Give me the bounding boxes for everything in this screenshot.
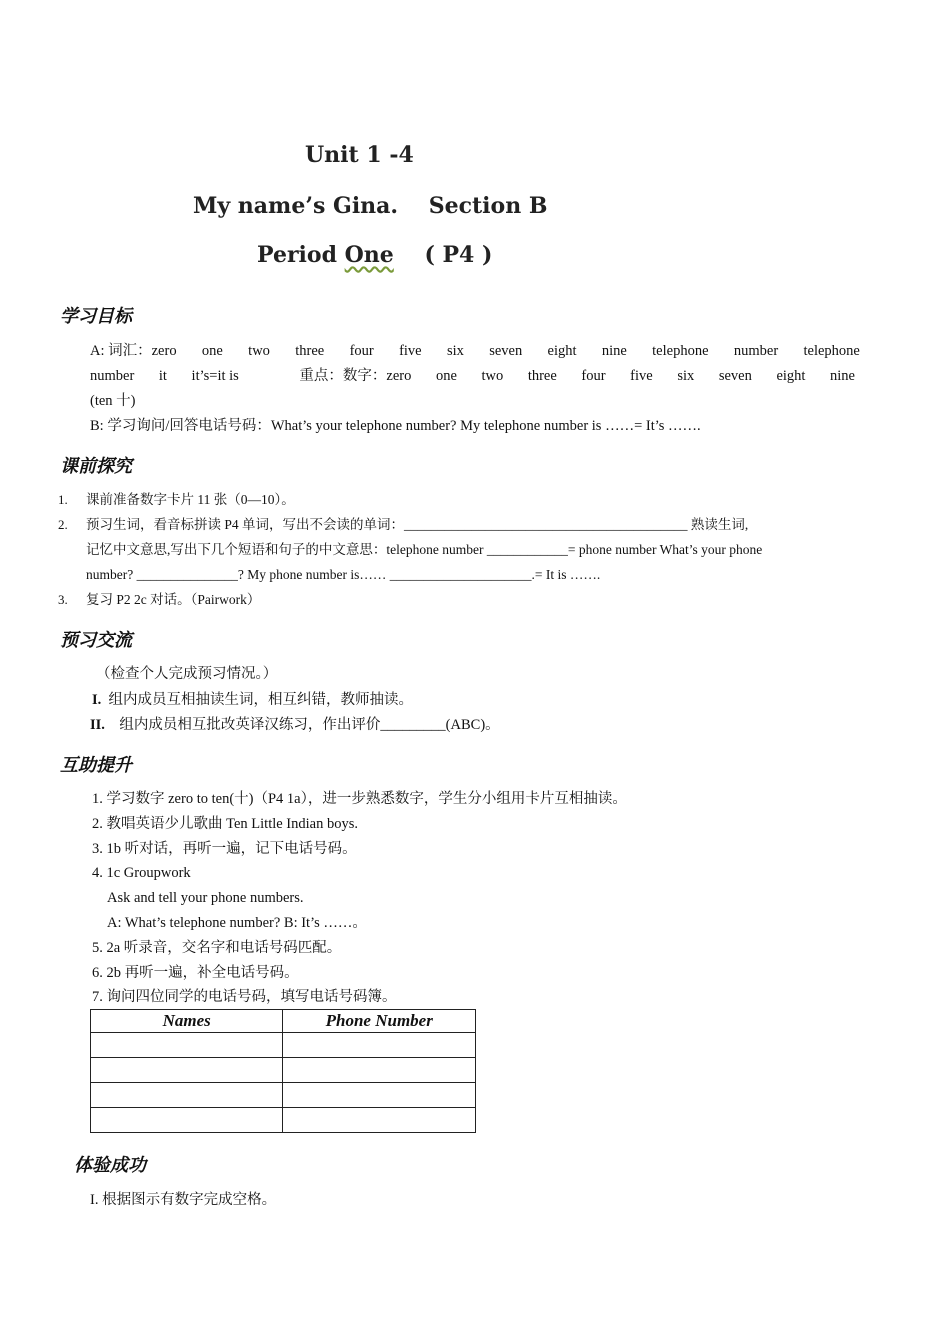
- improve-item: 4. 1c Groupwork: [92, 865, 191, 881]
- explore-item-2-line-1: 预习生词，看音标拼读 P4 单词，写出不会读的单词：__________________________________________ 熟读生词,: [86, 517, 749, 532]
- vocab-word: four: [581, 368, 606, 384]
- section-name: Section B: [428, 193, 548, 219]
- vocab-row-2: [90, 366, 855, 386]
- exchange-item-2-text: 组内成员相互批改英译汉练习，作出评价_________(ABC)。: [119, 717, 500, 733]
- list-number: 1.: [58, 492, 68, 507]
- vocab-row-1: [90, 341, 860, 361]
- goal-b: B: 学习询问/回答电话号码：What’s your telephone number? My telephone number is ……= It’s …….: [90, 418, 701, 434]
- improve-heading: 互助提升: [60, 755, 132, 776]
- roman-numeral: II.: [90, 717, 105, 733]
- phone-cell[interactable]: [283, 1108, 476, 1133]
- period-page: ( P4 ): [424, 242, 493, 268]
- period-title: [257, 242, 492, 268]
- explore-item-2-line-3: number? _______________? My phone number is…… _____________________.= It is …….: [86, 567, 601, 582]
- improve-item: 3. 1b 听对话，再听一遍，记下电话号码。: [92, 841, 357, 857]
- table-row: [91, 1108, 476, 1133]
- list-number: 2.: [58, 517, 68, 532]
- vocab-word: it’s=it is: [191, 368, 239, 384]
- phone-book-table: [90, 1009, 476, 1133]
- header-names: Names: [91, 1010, 283, 1033]
- vocab-word: one: [201, 343, 223, 359]
- success-item-1: I. 根据图示有数字完成空格。: [90, 1192, 277, 1208]
- period-number: One: [344, 242, 394, 268]
- exchange-check: （检查个人完成预习情况。）: [96, 666, 278, 682]
- improve-item: 6. 2b 再听一遍，补全电话号码。: [92, 965, 299, 981]
- vocab-word: telephone: [803, 343, 860, 359]
- improve-item: 5. 2a 听录音，交名字和电话号码匹配。: [92, 940, 342, 956]
- name-cell[interactable]: [91, 1033, 283, 1058]
- explore-item-1: 课前准备数字卡片 11 张（0—10）。: [86, 492, 295, 507]
- lesson-name: My name’s Gina.: [193, 193, 399, 219]
- header-phone-number: Phone Number: [283, 1010, 476, 1033]
- explore-item-3: 复习 P2 2c 对话。（Pairwork）: [86, 592, 261, 607]
- improve-item: 2. 教唱英语少儿歌曲 Ten Little Indian boys.: [92, 816, 358, 832]
- vocab-word: nine: [830, 368, 855, 384]
- table-header-row: [91, 1010, 476, 1033]
- period-word: Period: [257, 242, 337, 268]
- vocab-word: four: [349, 343, 374, 359]
- vocab-word: seven: [718, 368, 752, 384]
- explore-heading: 课前探究: [60, 456, 132, 477]
- vocab-word: five: [630, 368, 653, 384]
- explore-item-2-line-2: 记忆中文意思,写出下几个短语和句子的中文意思：telephone number ____________= phone number What’s your phone: [86, 542, 763, 557]
- vocab-word: telephone: [652, 343, 709, 359]
- phone-cell[interactable]: [283, 1058, 476, 1083]
- improve-item: 7. 询问四位同学的电话号码，填写电话号码簿。: [92, 989, 397, 1005]
- name-cell[interactable]: [91, 1083, 283, 1108]
- exchange-heading: 预习交流: [60, 630, 132, 651]
- exchange-item-1: [92, 690, 413, 710]
- improve-item: Ask and tell your phone numbers.: [107, 890, 304, 906]
- phone-cell[interactable]: [283, 1033, 476, 1058]
- vocab-word: five: [399, 343, 422, 359]
- table-row: [91, 1058, 476, 1083]
- vocab-word: number: [733, 343, 779, 359]
- vocab-word: three: [527, 368, 557, 384]
- vocab-word: A: 词汇：zero: [90, 343, 177, 359]
- key-point: 重点：数字：zero: [299, 368, 412, 384]
- vocab-word: one: [435, 368, 457, 384]
- lesson-title: [193, 193, 547, 219]
- exchange-item-2: [90, 715, 500, 735]
- name-cell[interactable]: [91, 1058, 283, 1083]
- vocab-word: nine: [601, 343, 627, 359]
- vocab-word: eight: [547, 343, 577, 359]
- vocab-word: it: [158, 368, 167, 384]
- table-row: [91, 1083, 476, 1108]
- vocab-word: eight: [776, 368, 806, 384]
- vocab-row-3: (ten 十): [90, 393, 136, 409]
- list-number: 3.: [58, 592, 68, 607]
- roman-numeral: I.: [92, 692, 102, 708]
- vocab-word: six: [677, 368, 695, 384]
- name-cell[interactable]: [91, 1108, 283, 1133]
- vocab-word: three: [295, 343, 325, 359]
- success-heading: 体验成功: [74, 1155, 146, 1176]
- vocab-word: two: [248, 343, 270, 359]
- table-row: [91, 1033, 476, 1058]
- unit-title: Unit 1 -4: [305, 142, 414, 168]
- vocab-word: number: [90, 368, 135, 384]
- vocab-word: six: [446, 343, 464, 359]
- improve-item: 1. 学习数字 zero to ten(十)（P4 1a），进一步熟悉数字，学生分小组用卡片互相抽读。: [92, 791, 627, 807]
- vocab-word: seven: [489, 343, 523, 359]
- goals-heading: 学习目标: [60, 306, 132, 327]
- phone-cell[interactable]: [283, 1083, 476, 1108]
- exchange-item-1-text: 组内成员互相抽读生词，相互纠错，教师抽读。: [108, 692, 414, 708]
- improve-item: A: What’s telephone number? B: It’s ……。: [107, 915, 367, 931]
- vocab-word: two: [481, 368, 504, 384]
